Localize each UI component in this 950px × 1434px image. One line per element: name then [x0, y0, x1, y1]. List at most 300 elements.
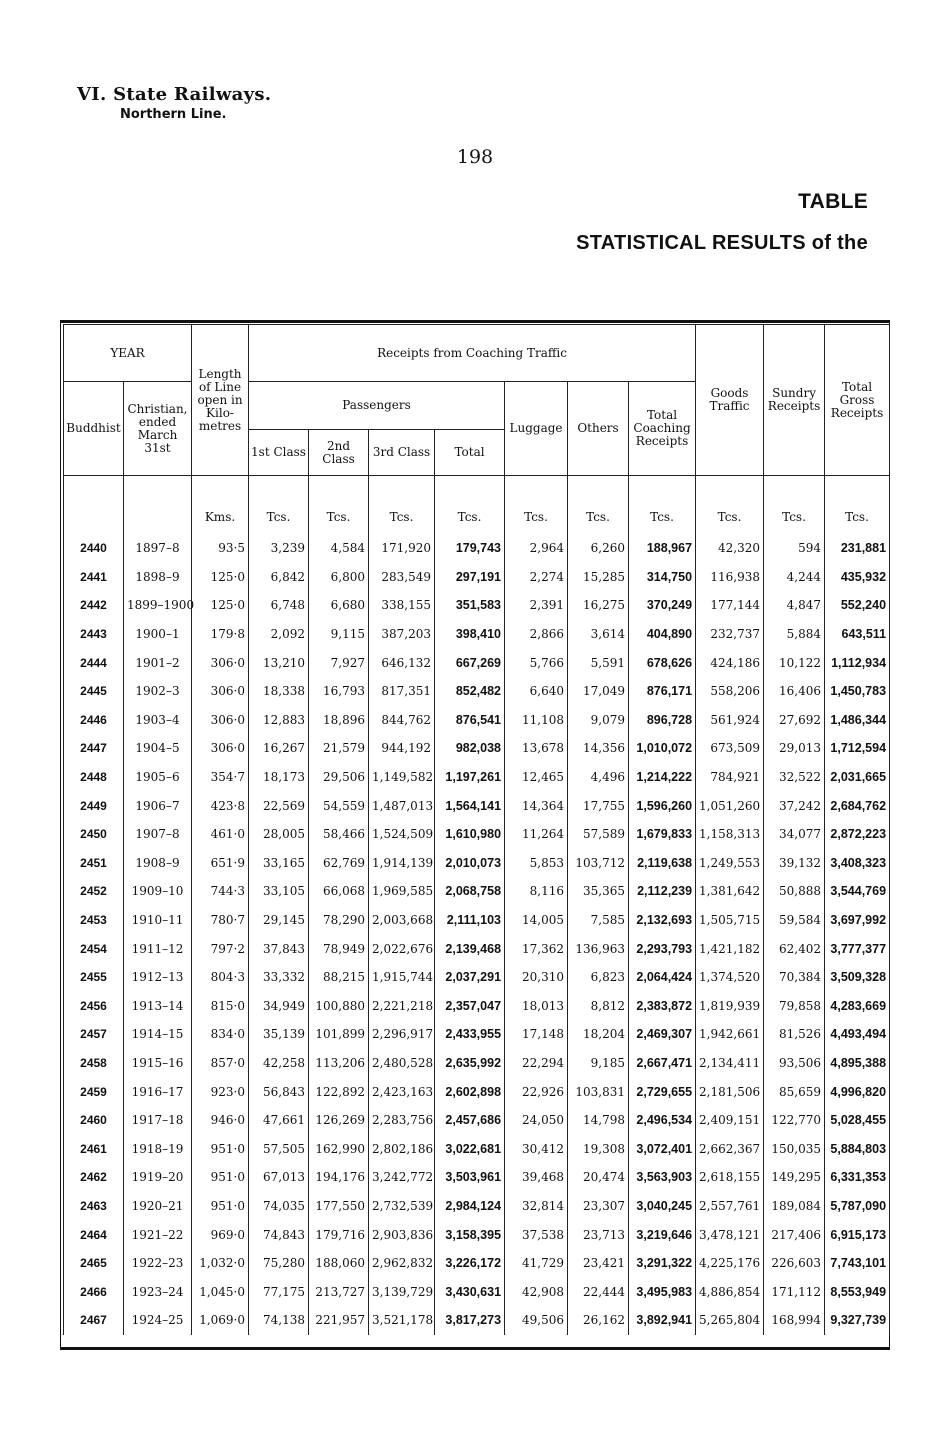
- class1-receipts-cell: 13,210: [249, 648, 309, 677]
- class1-receipts-cell: 67,013: [249, 1163, 309, 1192]
- length-km-cell: 125·0: [192, 563, 249, 592]
- buddhist-year-cell: 2451: [64, 849, 124, 878]
- table-row: [64, 934, 890, 963]
- sundry-receipts-cell: 62,402: [764, 934, 825, 963]
- goods-traffic-cell: 1,158,313: [696, 820, 764, 849]
- total-coaching-receipts-cell: 2,132,693: [629, 906, 696, 935]
- other-receipts-cell: 9,185: [568, 1049, 629, 1078]
- christian-year-cell: 1922–23: [124, 1249, 192, 1278]
- table-row: [64, 849, 890, 878]
- class3-receipts-cell: 2,283,756: [369, 1106, 435, 1135]
- goods-traffic-cell: 561,924: [696, 706, 764, 735]
- buddhist-year-cell: 2448: [64, 763, 124, 792]
- class2-receipts-cell: 179,716: [309, 1220, 369, 1249]
- buddhist-year-cell: 2445: [64, 677, 124, 706]
- passenger-total-cell: 3,430,631: [435, 1277, 505, 1306]
- christian-year-cell: 1902–3: [124, 677, 192, 706]
- class2-receipts-cell: 88,215: [309, 963, 369, 992]
- passenger-total-cell: 2,068,758: [435, 877, 505, 906]
- class1-receipts-cell: 35,139: [249, 1020, 309, 1049]
- unit-cell: Tcs.: [435, 476, 505, 535]
- length-km-cell: 1,032·0: [192, 1249, 249, 1278]
- table-body: [64, 476, 890, 1335]
- sundry-receipts-cell: 59,584: [764, 906, 825, 935]
- table-label: TABLE: [798, 190, 868, 213]
- goods-traffic-cell: 1,249,553: [696, 849, 764, 878]
- class2-receipts-cell: 9,115: [309, 620, 369, 649]
- passenger-total-cell: 2,357,047: [435, 992, 505, 1021]
- class3-receipts-cell: 944,192: [369, 734, 435, 763]
- class3-receipts-cell: 2,022,676: [369, 934, 435, 963]
- length-km-cell: 306·0: [192, 706, 249, 735]
- luggage-receipts-cell: 17,148: [505, 1020, 568, 1049]
- table-title: STATISTICAL RESULTS of the: [576, 232, 868, 254]
- buddhist-year-cell: 2440: [64, 534, 124, 563]
- christian-year-cell: 1916–17: [124, 1077, 192, 1106]
- class1-receipts-cell: 75,280: [249, 1249, 309, 1278]
- table-row: [64, 1277, 890, 1306]
- unit-cell: Tcs.: [825, 476, 890, 535]
- luggage-receipts-cell: 11,264: [505, 820, 568, 849]
- other-receipts-cell: 136,963: [568, 934, 629, 963]
- luggage-receipts-cell: 5,766: [505, 648, 568, 677]
- goods-traffic-cell: 2,618,155: [696, 1163, 764, 1192]
- class2-receipts-cell: 122,892: [309, 1077, 369, 1106]
- other-receipts-cell: 14,356: [568, 734, 629, 763]
- line-name: Northern Line.: [120, 107, 227, 122]
- class3-receipts-cell: 1,915,744: [369, 963, 435, 992]
- buddhist-year-cell: 2458: [64, 1049, 124, 1078]
- sundry-receipts-cell: 594: [764, 534, 825, 563]
- length-km-cell: 423·8: [192, 791, 249, 820]
- total-coaching-header: Total Coaching Receipts: [629, 382, 696, 476]
- class2-receipts-cell: 66,068: [309, 877, 369, 906]
- total-gross-receipts-cell: 2,872,223: [825, 820, 890, 849]
- luggage-receipts-cell: 22,294: [505, 1049, 568, 1078]
- length-km-cell: 179·8: [192, 620, 249, 649]
- sundry-receipts-cell: 27,692: [764, 706, 825, 735]
- total-coaching-receipts-cell: 1,596,260: [629, 791, 696, 820]
- total-coaching-receipts-cell: 2,119,638: [629, 849, 696, 878]
- goods-traffic-cell: 2,134,411: [696, 1049, 764, 1078]
- sundry-receipts-cell: 85,659: [764, 1077, 825, 1106]
- buddhist-year-cell: 2459: [64, 1077, 124, 1106]
- other-receipts-cell: 22,444: [568, 1277, 629, 1306]
- passenger-total-cell: 2,111,103: [435, 906, 505, 935]
- total-gross-receipts-cell: 5,884,803: [825, 1134, 890, 1163]
- sundry-receipts-cell: 10,122: [764, 648, 825, 677]
- buddhist-year-cell: 2453: [64, 906, 124, 935]
- christian-year-cell: 1913–14: [124, 992, 192, 1021]
- goods-traffic-cell: 177,144: [696, 591, 764, 620]
- christian-year-cell: 1911–12: [124, 934, 192, 963]
- christian-year-cell: 1897–8: [124, 534, 192, 563]
- goods-traffic-cell: 673,509: [696, 734, 764, 763]
- statistics-table: [63, 324, 890, 1335]
- sundry-receipts-cell: 149,295: [764, 1163, 825, 1192]
- other-receipts-cell: 5,591: [568, 648, 629, 677]
- class2-receipts-cell: 54,559: [309, 791, 369, 820]
- buddhist-header: Buddhist: [64, 382, 124, 476]
- year-header: YEAR: [64, 325, 192, 382]
- total-coaching-receipts-cell: 896,728: [629, 706, 696, 735]
- christian-year-cell: 1903–4: [124, 706, 192, 735]
- class1-receipts-cell: 18,338: [249, 677, 309, 706]
- unit-cell: Tcs.: [249, 476, 309, 535]
- passenger-total-cell: 297,191: [435, 563, 505, 592]
- unit-cell: [124, 476, 192, 535]
- sundry-receipts-cell: 50,888: [764, 877, 825, 906]
- christian-year-cell: 1912–13: [124, 963, 192, 992]
- passenger-total-cell: 1,564,141: [435, 791, 505, 820]
- buddhist-year-cell: 2462: [64, 1163, 124, 1192]
- sundry-header: Sundry Receipts: [764, 325, 825, 476]
- other-receipts-cell: 103,712: [568, 849, 629, 878]
- other-receipts-cell: 23,307: [568, 1192, 629, 1221]
- others-header: Others: [568, 382, 629, 476]
- length-km-cell: 1,045·0: [192, 1277, 249, 1306]
- sundry-receipts-cell: 122,770: [764, 1106, 825, 1135]
- total-gross-receipts-cell: 8,553,949: [825, 1277, 890, 1306]
- total-coaching-receipts-cell: 2,064,424: [629, 963, 696, 992]
- passenger-total-cell: 1,197,261: [435, 763, 505, 792]
- luggage-receipts-cell: 30,412: [505, 1134, 568, 1163]
- passenger-total-cell: 2,984,124: [435, 1192, 505, 1221]
- passenger-total-header: Total: [435, 430, 505, 476]
- passenger-total-cell: 3,022,681: [435, 1134, 505, 1163]
- passenger-total-cell: 179,743: [435, 534, 505, 563]
- goods-traffic-cell: 3,478,121: [696, 1220, 764, 1249]
- total-gross-receipts-cell: 3,408,323: [825, 849, 890, 878]
- buddhist-year-cell: 2449: [64, 791, 124, 820]
- class3-receipts-cell: 2,003,668: [369, 906, 435, 935]
- table-row: [64, 791, 890, 820]
- class3-receipts-cell: 1,149,582: [369, 763, 435, 792]
- christian-year-cell: 1899–1900: [124, 591, 192, 620]
- total-gross-receipts-cell: 4,996,820: [825, 1077, 890, 1106]
- class3-receipts-cell: 2,221,218: [369, 992, 435, 1021]
- length-km-cell: 815·0: [192, 992, 249, 1021]
- passenger-total-cell: 3,158,395: [435, 1220, 505, 1249]
- christian-year-cell: 1920–21: [124, 1192, 192, 1221]
- luggage-receipts-cell: 2,866: [505, 620, 568, 649]
- christian-year-cell: 1904–5: [124, 734, 192, 763]
- table-row: [64, 677, 890, 706]
- length-km-cell: 306·0: [192, 734, 249, 763]
- class2-receipts-cell: 100,880: [309, 992, 369, 1021]
- class1-receipts-cell: 77,175: [249, 1277, 309, 1306]
- total-coaching-receipts-cell: 2,469,307: [629, 1020, 696, 1049]
- length-km-cell: 354·7: [192, 763, 249, 792]
- class1-receipts-cell: 29,145: [249, 906, 309, 935]
- buddhist-year-cell: 2446: [64, 706, 124, 735]
- goods-traffic-cell: 116,938: [696, 563, 764, 592]
- length-km-cell: 857·0: [192, 1049, 249, 1078]
- total-gross-receipts-cell: 3,544,769: [825, 877, 890, 906]
- length-km-cell: 744·3: [192, 877, 249, 906]
- christian-year-cell: 1905–6: [124, 763, 192, 792]
- luggage-receipts-cell: 2,274: [505, 563, 568, 592]
- length-km-cell: 651·9: [192, 849, 249, 878]
- buddhist-year-cell: 2455: [64, 963, 124, 992]
- total-coaching-receipts-cell: 2,729,655: [629, 1077, 696, 1106]
- other-receipts-cell: 19,308: [568, 1134, 629, 1163]
- table-row: [64, 620, 890, 649]
- class2-receipts-cell: 58,466: [309, 820, 369, 849]
- buddhist-year-cell: 2466: [64, 1277, 124, 1306]
- table-row: [64, 534, 890, 563]
- total-gross-receipts-cell: 4,283,669: [825, 992, 890, 1021]
- sundry-receipts-cell: 34,077: [764, 820, 825, 849]
- class1-receipts-cell: 34,949: [249, 992, 309, 1021]
- length-km-cell: 834·0: [192, 1020, 249, 1049]
- class3-receipts-cell: 2,296,917: [369, 1020, 435, 1049]
- class2-receipts-cell: 62,769: [309, 849, 369, 878]
- class2-receipts-cell: 16,793: [309, 677, 369, 706]
- other-receipts-cell: 6,260: [568, 534, 629, 563]
- other-receipts-cell: 7,585: [568, 906, 629, 935]
- passenger-total-cell: 2,433,955: [435, 1020, 505, 1049]
- table-row: [64, 734, 890, 763]
- christian-year-cell: 1919–20: [124, 1163, 192, 1192]
- class1-receipts-cell: 74,843: [249, 1220, 309, 1249]
- total-gross-receipts-cell: 5,787,090: [825, 1192, 890, 1221]
- luggage-receipts-cell: 14,005: [505, 906, 568, 935]
- table-row: [64, 1249, 890, 1278]
- length-km-cell: 1,069·0: [192, 1306, 249, 1335]
- class1-receipts-cell: 33,105: [249, 877, 309, 906]
- goods-traffic-cell: 1,051,260: [696, 791, 764, 820]
- unit-cell: [64, 476, 124, 535]
- passenger-total-cell: 982,038: [435, 734, 505, 763]
- class1-receipts-cell: 28,005: [249, 820, 309, 849]
- total-coaching-receipts-cell: 2,496,534: [629, 1106, 696, 1135]
- christian-year-cell: 1909–10: [124, 877, 192, 906]
- christian-year-cell: 1900–1: [124, 620, 192, 649]
- length-km-cell: 306·0: [192, 677, 249, 706]
- sundry-receipts-cell: 37,242: [764, 791, 825, 820]
- table-row: [64, 963, 890, 992]
- class3-receipts-cell: 646,132: [369, 648, 435, 677]
- sundry-receipts-cell: 39,132: [764, 849, 825, 878]
- other-receipts-cell: 16,275: [568, 591, 629, 620]
- class2-receipts-cell: 6,800: [309, 563, 369, 592]
- length-km-cell: 951·0: [192, 1134, 249, 1163]
- class3-receipts-cell: 387,203: [369, 620, 435, 649]
- class1-receipts-cell: 74,138: [249, 1306, 309, 1335]
- buddhist-year-cell: 2461: [64, 1134, 124, 1163]
- class3-receipts-cell: 338,155: [369, 591, 435, 620]
- length-km-cell: 461·0: [192, 820, 249, 849]
- other-receipts-cell: 57,589: [568, 820, 629, 849]
- class1-receipts-cell: 33,165: [249, 849, 309, 878]
- christian-year-cell: 1917–18: [124, 1106, 192, 1135]
- other-receipts-cell: 103,831: [568, 1077, 629, 1106]
- unit-cell: Tcs.: [505, 476, 568, 535]
- sundry-receipts-cell: 150,035: [764, 1134, 825, 1163]
- total-coaching-receipts-cell: 404,890: [629, 620, 696, 649]
- sundry-receipts-cell: 171,112: [764, 1277, 825, 1306]
- class3-receipts-cell: 283,549: [369, 563, 435, 592]
- class3-receipts-cell: 3,521,178: [369, 1306, 435, 1335]
- table-row: [64, 591, 890, 620]
- other-receipts-cell: 8,812: [568, 992, 629, 1021]
- other-receipts-cell: 18,204: [568, 1020, 629, 1049]
- table-row: [64, 1163, 890, 1192]
- total-gross-receipts-cell: 9,327,739: [825, 1306, 890, 1335]
- luggage-receipts-cell: 42,908: [505, 1277, 568, 1306]
- luggage-receipts-cell: 2,964: [505, 534, 568, 563]
- total-coaching-receipts-cell: 2,383,872: [629, 992, 696, 1021]
- total-coaching-receipts-cell: 314,750: [629, 563, 696, 592]
- luggage-receipts-cell: 39,468: [505, 1163, 568, 1192]
- total-gross-receipts-cell: 6,915,173: [825, 1220, 890, 1249]
- goods-traffic-cell: 1,421,182: [696, 934, 764, 963]
- class3-receipts-cell: 2,802,186: [369, 1134, 435, 1163]
- sundry-receipts-cell: 4,244: [764, 563, 825, 592]
- buddhist-year-cell: 2465: [64, 1249, 124, 1278]
- sundry-receipts-cell: 93,506: [764, 1049, 825, 1078]
- sundry-receipts-cell: 168,994: [764, 1306, 825, 1335]
- christian-year-cell: 1924–25: [124, 1306, 192, 1335]
- class2-receipts-cell: 101,899: [309, 1020, 369, 1049]
- christian-year-cell: 1918–19: [124, 1134, 192, 1163]
- goods-traffic-cell: 2,409,151: [696, 1106, 764, 1135]
- total-gross-receipts-cell: 4,493,494: [825, 1020, 890, 1049]
- luggage-receipts-cell: 41,729: [505, 1249, 568, 1278]
- class1-receipts-cell: 6,842: [249, 563, 309, 592]
- unit-cell: Tcs.: [629, 476, 696, 535]
- passenger-total-cell: 667,269: [435, 648, 505, 677]
- sundry-receipts-cell: 189,084: [764, 1192, 825, 1221]
- sundry-receipts-cell: 5,884: [764, 620, 825, 649]
- buddhist-year-cell: 2452: [64, 877, 124, 906]
- length-km-cell: 306·0: [192, 648, 249, 677]
- total-coaching-receipts-cell: 3,219,646: [629, 1220, 696, 1249]
- goods-traffic-cell: 232,737: [696, 620, 764, 649]
- total-coaching-receipts-cell: 3,072,401: [629, 1134, 696, 1163]
- table-row: [64, 1134, 890, 1163]
- goods-traffic-cell: 1,819,939: [696, 992, 764, 1021]
- class1-receipts-cell: 42,258: [249, 1049, 309, 1078]
- length-km-cell: 804·3: [192, 963, 249, 992]
- buddhist-year-cell: 2460: [64, 1106, 124, 1135]
- table-row: [64, 648, 890, 677]
- total-gross-receipts-cell: 7,743,101: [825, 1249, 890, 1278]
- total-coaching-receipts-cell: 3,563,903: [629, 1163, 696, 1192]
- sundry-receipts-cell: 16,406: [764, 677, 825, 706]
- luggage-receipts-cell: 11,108: [505, 706, 568, 735]
- buddhist-year-cell: 2442: [64, 591, 124, 620]
- table-row: [64, 763, 890, 792]
- total-coaching-receipts-cell: 2,667,471: [629, 1049, 696, 1078]
- other-receipts-cell: 14,798: [568, 1106, 629, 1135]
- goods-traffic-cell: 558,206: [696, 677, 764, 706]
- total-gross-receipts-cell: 6,331,353: [825, 1163, 890, 1192]
- total-coaching-receipts-cell: 188,967: [629, 534, 696, 563]
- unit-cell: Tcs.: [309, 476, 369, 535]
- luggage-receipts-cell: 49,506: [505, 1306, 568, 1335]
- other-receipts-cell: 17,755: [568, 791, 629, 820]
- table-row: [64, 1306, 890, 1335]
- christian-year-cell: 1908–9: [124, 849, 192, 878]
- sundry-receipts-cell: 4,847: [764, 591, 825, 620]
- passenger-total-cell: 351,583: [435, 591, 505, 620]
- total-gross-receipts-cell: 3,509,328: [825, 963, 890, 992]
- class1-receipts-cell: 2,092: [249, 620, 309, 649]
- goods-traffic-cell: 4,225,176: [696, 1249, 764, 1278]
- goods-traffic-cell: 1,381,642: [696, 877, 764, 906]
- sundry-receipts-cell: 29,013: [764, 734, 825, 763]
- buddhist-year-cell: 2450: [64, 820, 124, 849]
- passenger-total-cell: 3,503,961: [435, 1163, 505, 1192]
- luggage-receipts-cell: 32,814: [505, 1192, 568, 1221]
- passenger-total-cell: 2,457,686: [435, 1106, 505, 1135]
- christian-year-cell: 1915–16: [124, 1049, 192, 1078]
- class3-receipts-cell: 2,962,832: [369, 1249, 435, 1278]
- unit-cell: Tcs.: [369, 476, 435, 535]
- class2-receipts-cell: 194,176: [309, 1163, 369, 1192]
- table-row: [64, 992, 890, 1021]
- buddhist-year-cell: 2454: [64, 934, 124, 963]
- class2-receipts-cell: 113,206: [309, 1049, 369, 1078]
- table-row: [64, 906, 890, 935]
- christian-header: Christian, ended March 31st: [124, 382, 192, 476]
- class1-receipts-cell: 33,332: [249, 963, 309, 992]
- passenger-total-cell: 876,541: [435, 706, 505, 735]
- class2-receipts-cell: 21,579: [309, 734, 369, 763]
- total-gross-receipts-cell: 4,895,388: [825, 1049, 890, 1078]
- total-gross-receipts-cell: 552,240: [825, 591, 890, 620]
- luggage-receipts-cell: 5,853: [505, 849, 568, 878]
- buddhist-year-cell: 2444: [64, 648, 124, 677]
- class1-receipts-cell: 57,505: [249, 1134, 309, 1163]
- goods-traffic-cell: 1,374,520: [696, 963, 764, 992]
- christian-year-cell: 1921–22: [124, 1220, 192, 1249]
- passenger-total-cell: 398,410: [435, 620, 505, 649]
- total-gross-receipts-cell: 2,684,762: [825, 791, 890, 820]
- passenger-total-cell: 2,602,898: [435, 1077, 505, 1106]
- length-km-cell: 923·0: [192, 1077, 249, 1106]
- sundry-receipts-cell: 70,384: [764, 963, 825, 992]
- passenger-total-cell: 852,482: [435, 677, 505, 706]
- total-gross-receipts-cell: 1,112,934: [825, 648, 890, 677]
- class2-receipts-cell: 6,680: [309, 591, 369, 620]
- class2-receipts-cell: 213,727: [309, 1277, 369, 1306]
- class1-receipts-cell: 6,748: [249, 591, 309, 620]
- luggage-header: Luggage: [505, 382, 568, 476]
- christian-year-cell: 1898–9: [124, 563, 192, 592]
- sundry-receipts-cell: 217,406: [764, 1220, 825, 1249]
- total-coaching-receipts-cell: 3,495,983: [629, 1277, 696, 1306]
- luggage-receipts-cell: 8,116: [505, 877, 568, 906]
- table-row: [64, 1077, 890, 1106]
- total-coaching-receipts-cell: 3,892,941: [629, 1306, 696, 1335]
- passenger-total-cell: 2,037,291: [435, 963, 505, 992]
- goods-header: Goods Traffic: [696, 325, 764, 476]
- class1-receipts-cell: 74,035: [249, 1192, 309, 1221]
- length-km-cell: 93·5: [192, 534, 249, 563]
- passenger-total-cell: 2,139,468: [435, 934, 505, 963]
- passenger-total-cell: 1,610,980: [435, 820, 505, 849]
- class1-receipts-cell: 16,267: [249, 734, 309, 763]
- luggage-receipts-cell: 37,538: [505, 1220, 568, 1249]
- length-km-cell: 125·0: [192, 591, 249, 620]
- total-coaching-receipts-cell: 2,293,793: [629, 934, 696, 963]
- class1-receipts-cell: 56,843: [249, 1077, 309, 1106]
- other-receipts-cell: 26,162: [568, 1306, 629, 1335]
- length-header: Length of Line open in Kilo- metres: [192, 325, 249, 476]
